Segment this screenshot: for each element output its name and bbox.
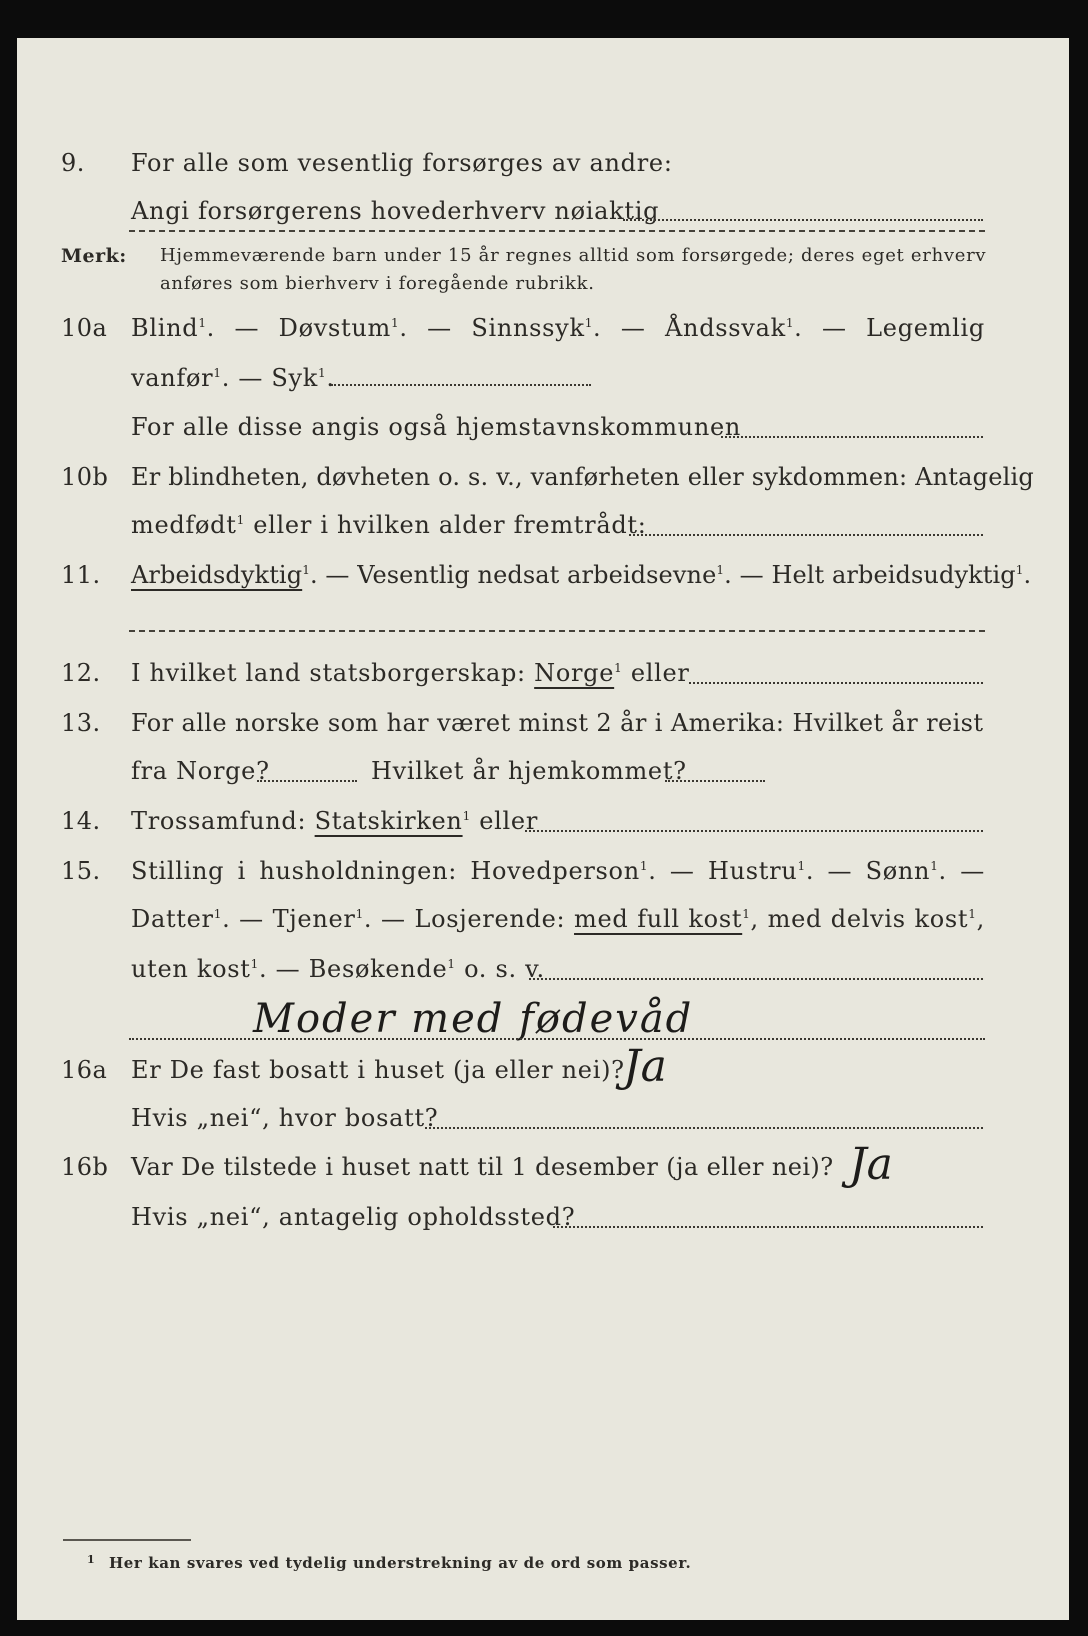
- q10b-line-2: medfødt$^1$ eller i hvilken alder fremtrådt:: [131, 511, 647, 539]
- option-helt-arbeidsudyktig: — Helt arbeidsudyktig: [739, 561, 1016, 589]
- q10a-answer-line: [331, 384, 591, 386]
- option-sinnssyk: — Sinnssyk: [427, 314, 585, 342]
- option-norge-underlined: Norge: [534, 659, 615, 687]
- option-dovstum: — Døvstum: [234, 314, 391, 342]
- q14-number: 14.: [61, 807, 101, 835]
- q13-hjem-line: [665, 780, 765, 782]
- q10b-number: 10b: [61, 463, 109, 491]
- q14-line: Trossamfund: Statskirken$^1$ eller: [131, 807, 538, 835]
- census-form-page: [17, 38, 1069, 1620]
- q12-line: I hvilket land statsborgerskap: Norge$^1$ eller: [131, 659, 690, 687]
- footnote-rule: [63, 1539, 191, 1541]
- q16a-line-1: Er De fast bosatt i huset (ja eller nei)?: [131, 1056, 625, 1084]
- q15-answer-line-1: [529, 978, 983, 980]
- q16a-answer-line: [425, 1127, 983, 1129]
- q11-separator: [129, 630, 985, 632]
- q16b-number: 16b: [61, 1153, 109, 1181]
- q10a-home-line: [721, 436, 983, 438]
- option-syk: — Syk: [238, 364, 319, 392]
- q10a-line-3: For alle disse angis også hjemstavnskommunen: [131, 413, 742, 441]
- q15-line-3: uten kost$^1$. — Besøkende$^1$ o. s. v.: [131, 955, 545, 983]
- q16b-handwritten-answer: Ja: [849, 1139, 893, 1190]
- q14-answer-line: [525, 830, 983, 832]
- q13-reist-line: [257, 780, 357, 782]
- q10a-line-2: vanfør$^1$. — Syk$^1$.: [131, 364, 335, 392]
- q9-answer-line: [623, 219, 983, 221]
- option-legemlig: — Legemlig: [821, 314, 985, 342]
- merk-line-1: Hjemmeværende barn under 15 år regnes alltid som forsørgede; deres eget erhverv: [160, 245, 987, 266]
- option-andssvak: — Åndssvak: [620, 314, 786, 342]
- q13-line-2b: Hvilket år hjemkommet?: [371, 757, 687, 785]
- q15-number: 15.: [61, 857, 101, 885]
- q15-answer-line-2: [129, 1038, 985, 1040]
- q13-line-1: For alle norske som har været minst 2 år i Amerika: Hvilket år reist: [131, 709, 984, 737]
- q13-number: 13.: [61, 709, 101, 737]
- q10b-line-1: Er blindheten, døvheten o. s. v., vanførheten eller sykdommen: Antagelig: [131, 463, 1034, 491]
- q10b-answer-line: [629, 534, 983, 536]
- footnote-text: Her kan svares ved tydelig understrekning av de ord som passer.: [109, 1554, 692, 1572]
- q15-handwritten-answer: Moder med fødevåd: [253, 996, 694, 1042]
- option-statskirken-underlined: Statskirken: [314, 807, 463, 835]
- q11-line: Arbeidsdyktig$^1$. — Vesentlig nedsat arbeidsevne$^1$. — Helt arbeidsudyktig$^1$.: [131, 561, 1032, 589]
- option-vanfor: vanfør: [131, 364, 214, 392]
- footnote-mark: 1: [87, 1553, 95, 1566]
- option-arbeidsdyktig-underlined: Arbeidsdyktig: [131, 561, 303, 589]
- q12-answer-line: [689, 682, 983, 684]
- q9-line-2: Angi forsørgerens hovederhverv nøiaktig: [131, 197, 660, 225]
- q16a-line-2: Hvis „nei“, hvor bosatt?: [131, 1104, 439, 1132]
- merk-label: Merk:: [61, 245, 127, 267]
- q10a-line-1: Blind$^1$. — Døvstum$^1$. — Sinnssyk$^1$. — Åndssvak$^1$. — Legemlig: [131, 314, 985, 342]
- q12-number: 12.: [61, 659, 101, 687]
- q11-number: 11.: [61, 561, 101, 589]
- option-blind: Blind: [131, 314, 199, 342]
- option-vesentlig-nedsat: — Vesentlig nedsat arbeidsevne: [325, 561, 717, 589]
- q9-line-1: For alle som vesentlig forsørges av andre:: [131, 149, 673, 177]
- q16b-line-1: Var De tilstede i huset natt til 1 desember (ja eller nei)?: [131, 1153, 834, 1181]
- q15-line-2: Datter$^1$. — Tjener$^1$. — Losjerende: med full kost$^1$, med delvis kost$^1$,: [131, 905, 985, 933]
- q16b-answer-line: [553, 1226, 983, 1228]
- q9-number: 9.: [61, 149, 85, 177]
- q16a-handwritten-answer: Ja: [623, 1041, 667, 1092]
- merk-line-2: anføres som bierhverv i foregående rubrikk.: [160, 273, 595, 294]
- q16b-line-2: Hvis „nei“, antagelig opholdssted?: [131, 1203, 576, 1231]
- q15-line-1: Stilling i husholdningen: Hovedperson$^1$. — Hustru$^1$. — Sønn$^1$. —: [131, 857, 985, 885]
- q10a-number: 10a: [61, 314, 108, 342]
- q16a-number: 16a: [61, 1056, 108, 1084]
- q9-separator: [129, 230, 985, 232]
- option-med-full-kost-underlined: med full kost: [574, 905, 743, 933]
- q13-line-2a: fra Norge?: [131, 757, 270, 785]
